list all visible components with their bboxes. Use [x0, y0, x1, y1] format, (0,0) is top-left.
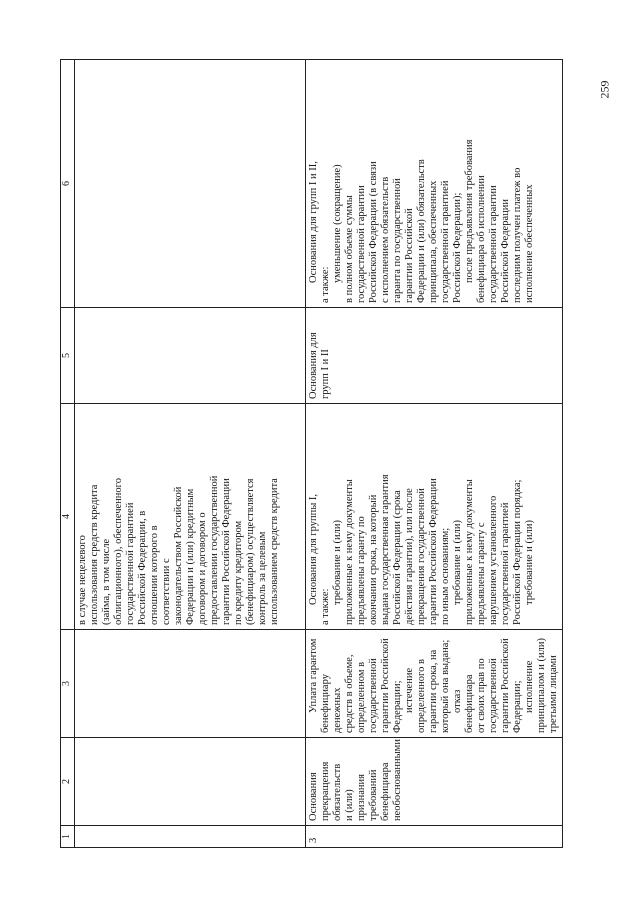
text-line: предоставлении государственной [209, 475, 220, 625]
text-line: требование и (или) [452, 520, 463, 605]
text-line: государственной гарантией [440, 180, 451, 303]
text-line: использованием средств кредита [269, 478, 280, 625]
text-line: Основания для [308, 332, 319, 399]
text-line: приложенные к нему документы [464, 479, 475, 625]
text-line: гарантии Российской Федерации [428, 478, 439, 625]
text-line: Федерации и (или) обязательств [416, 159, 427, 303]
text-line: принципалом и (или) [536, 638, 547, 733]
group-1-grounds-cell [306, 630, 563, 738]
continuation-cell-5 [75, 308, 306, 404]
text-line: последним получен платеж во [512, 167, 523, 303]
continuation-row [75, 60, 306, 848]
group-3-grounds-cell [306, 308, 563, 404]
header-col-4: 4 [61, 404, 75, 630]
text-line: определенного в [416, 659, 427, 733]
text-line: по кредиту кредитором [233, 520, 244, 625]
header-col-5: 5 [61, 308, 75, 404]
text-line: гарантии Российской Федерации [221, 478, 232, 625]
text-line: Российской Федерации [500, 199, 511, 303]
text-line: Федерации; [512, 680, 523, 733]
text-line: Российской Федерации (срока [392, 490, 403, 625]
text-line: Основания для группы I, [308, 493, 319, 605]
text-line: Российской Федерации порядка; [512, 479, 523, 625]
text-line: Уплата гарантом [308, 638, 319, 713]
text-line: предъявлены гаранту по [356, 516, 367, 625]
text-line: гарантии Российской [500, 638, 511, 733]
text-line: отношении которого в [149, 525, 160, 625]
text-line: требование и (или) [332, 520, 343, 605]
text-line: законодательством Российской [173, 486, 184, 625]
text-line: приложенные к нему документы [344, 479, 355, 625]
continuation-cell-1 [75, 826, 306, 848]
text-line: окончании срока, на который [368, 494, 379, 625]
text-line: выдана государственная гарантия [380, 474, 391, 625]
text-line: средств в объеме, [344, 654, 355, 733]
text-line: по иным основаниям; [440, 527, 451, 625]
header-col-3: 3 [61, 630, 75, 738]
continuation-cell-3 [75, 630, 306, 738]
text-line: требование и (или) [524, 520, 535, 605]
text-line: с исполнением обязательств [380, 176, 391, 303]
text-line: гаранта по государственной [392, 178, 403, 303]
text-line: государственной гарантией [500, 502, 511, 625]
text-line: договором и договором о [197, 512, 208, 625]
text-line: определенном в [356, 661, 367, 733]
text-line: принципала, обеспеченных [428, 180, 439, 303]
text-line: Основания для групп I и II, [308, 161, 319, 283]
text-line: нарушением установленного [488, 495, 499, 625]
text-line: который она выдана; [440, 639, 451, 733]
text-line: прекращения [320, 761, 331, 821]
text-line: групп I и II [320, 349, 331, 399]
text-line: бенефициару денежных [320, 674, 343, 733]
text-line: Российской Федерации); [452, 192, 463, 303]
text-line: соответствии с [161, 558, 172, 625]
text-line: истечение [404, 667, 415, 713]
group-2-grounds-cell [306, 404, 563, 630]
text-line: государственной гарантии [488, 185, 499, 303]
text-line: Федерации; [392, 680, 403, 733]
text-line: Российской Федерации (в связи [368, 161, 379, 303]
row-number: 3 [306, 826, 563, 848]
text-line: предъявлены гаранту с [476, 522, 487, 625]
text-line: требований [368, 769, 379, 821]
text-line: исполнение [524, 660, 535, 713]
text-line: а также: [320, 266, 331, 303]
text-line: гарантии Российской [404, 208, 415, 303]
header-col-2: 2 [61, 738, 75, 826]
text-line: государственной [368, 658, 379, 733]
text-line: бенефициара об исполнении [476, 175, 487, 303]
text-line: третьими лицами [548, 655, 559, 733]
header-col-6: 6 [61, 60, 75, 308]
text-line: уменьшение (сокращение) [332, 164, 343, 283]
text-line: контроль за целевым [257, 531, 268, 625]
text-line: гарантии срока, на [428, 649, 439, 733]
table-frame [60, 60, 580, 848]
text-line: бенефициара [380, 762, 391, 821]
page-number: 259 [597, 80, 612, 99]
text-line: (бенефициаром) осуществляется [245, 478, 256, 625]
text-line: отказ бенефициара [452, 674, 475, 733]
text-line: Основания [308, 772, 319, 821]
document-table [60, 59, 563, 848]
text-line: (займа, в том числе [101, 538, 112, 625]
grounds-title-cell [306, 738, 563, 826]
text-line: и (или) признания [344, 774, 367, 821]
text-line: в случае нецелевого [77, 535, 88, 625]
text-line: государственной гарантией [125, 502, 136, 625]
rotated-table-wrapper [60, 60, 580, 848]
text-line: необоснованными [392, 739, 403, 821]
text-line: от своих прав по [476, 658, 487, 733]
text-line: использования средств кредита [89, 484, 100, 625]
text-line: обязательств [332, 763, 343, 821]
text-line: в полном объеме суммы [344, 195, 355, 303]
text-line: а также: [320, 588, 331, 625]
continuation-cell-2 [75, 738, 306, 826]
group-4-grounds-cell [306, 60, 563, 308]
text-line: исполнение обеспеченных [524, 184, 535, 303]
text-line: Российской Федерации, в [137, 510, 148, 625]
header-row [61, 60, 75, 848]
text-line: государственной [488, 658, 499, 733]
text-line: прекращения государственной [416, 488, 427, 625]
text-line: Федерации и (или) кредитным [185, 488, 196, 625]
table-row-3 [306, 60, 563, 848]
text-line: после предъявления требования [464, 139, 475, 283]
continuation-cell-4 [75, 404, 306, 630]
text-line: действия гарантии), или после [404, 488, 415, 625]
header-col-1: 1 [61, 826, 75, 848]
text-line: облигационного), обеспеченного [113, 478, 124, 625]
text-line: гарантии Российской [380, 638, 391, 733]
continuation-cell-6 [75, 60, 306, 308]
text-line: государственной гарантии [356, 185, 367, 303]
